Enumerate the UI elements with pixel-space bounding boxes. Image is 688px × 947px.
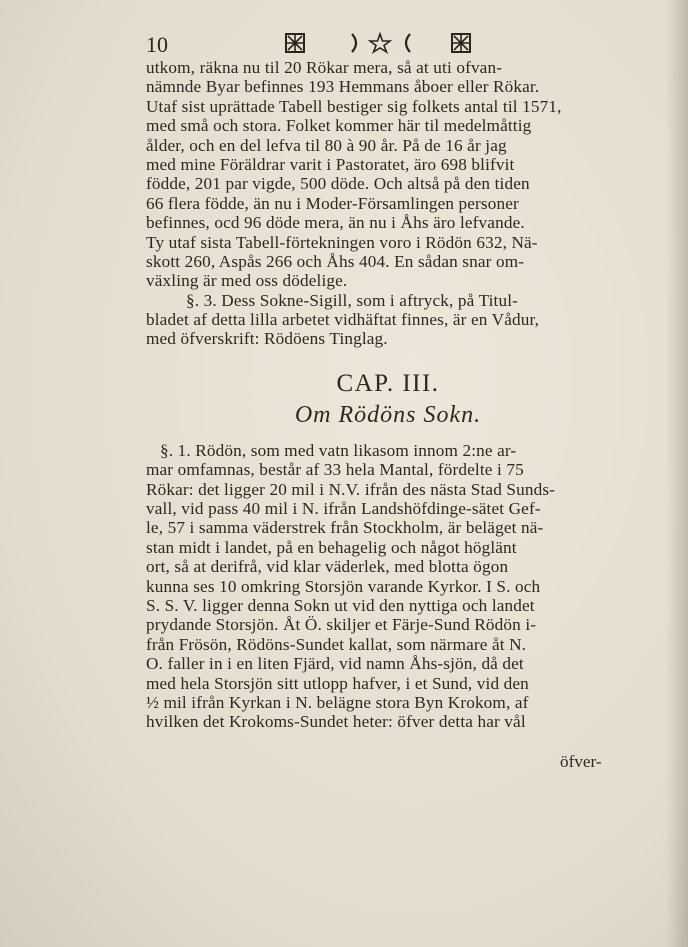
text-line: från Frösön, Rödöns-Sundet kallat, som närmare åt N. xyxy=(146,634,527,654)
text-line: mar omfamnas, består af 33 hela Mantal, fördelte i 75 xyxy=(146,460,524,480)
text-line: kunna ses 10 omkring Storsjön varande Kyrkor. I S. och xyxy=(146,576,541,596)
text-line: ort, så at derifrå, vid klar väderlek, med blotta ögon xyxy=(146,557,509,577)
text-line: stan midt i landet, på en behagelig och något höglänt xyxy=(146,537,517,557)
text-line: växling är med oss dödelige. xyxy=(146,271,348,291)
text-line: ½ mil ifrån Kyrkan i N. belägne stora Byn Krokom, af xyxy=(146,692,529,712)
text-line: 66 flera födde, än nu i Moder-Församlingen personer xyxy=(146,193,519,213)
text-line: hvilken det Krokoms-Sundet heter: öfver detta har vål xyxy=(146,712,526,732)
text-line: med hela Storsjön sitt utlopp hafver, i et Sund, vid den xyxy=(146,673,529,693)
text-line: med små och stora. Folket kommer här til medelmåttig xyxy=(146,116,532,136)
text-line: nämnde Byar befinnes 193 Hemmans åboer eller Rökar. xyxy=(146,77,540,97)
text-line: Rökar: det ligger 20 mil i N.V. ifrån des nästa Stad Sunds- xyxy=(146,479,556,499)
printers-ornament-icon xyxy=(280,30,480,56)
text-line: utkom, räkna nu til 20 Rökar mera, så at uti ofvan- xyxy=(146,58,503,77)
text-line: le, 57 i samma väderstrek från Stockholm, är beläget nä- xyxy=(146,518,544,538)
text-line: O. faller in i en liten Fjärd, vid namn Åhs-sjön, då det xyxy=(146,654,524,674)
text-line: §. 3. Dess Sokne-Sigill, som i aftryck, på Titul- xyxy=(186,290,519,310)
text-line: S. S. V. ligger denna Sokn ut vid den nyttiga och landet xyxy=(146,595,535,615)
text-line: bladet af detta lilla arbetet vidhäftat finnes, är en Vådur, xyxy=(146,310,540,330)
text-line: födde, 201 par vigde, 500 döde. Och altså på den tiden xyxy=(146,174,530,194)
text-line: §. 1. Rödön, som med vatn likasom innom 2:ne ar- xyxy=(160,440,517,460)
text-line: med mine Föräldrar varit i Pastoratet, äro 698 blifvit xyxy=(146,154,515,174)
catchword: öfver- xyxy=(560,752,602,771)
text-line: Utaf sist uprättade Tabell bestiger sig folkets antal til 1571, xyxy=(146,96,562,116)
text-line: vall, vid pass 40 mil i N. ifrån Landshöfdinge-sätet Gef- xyxy=(146,499,541,519)
paragraph-rodon xyxy=(146,441,630,732)
chapter-subtitle: Om Rödöns Sokn. xyxy=(294,401,482,428)
text-line: skott 260, Aspås 266 och Åhs 404. En sådan snar om- xyxy=(146,251,525,271)
text-line: prydande Storsjön. Åt Ö. skiljer et Färje-Sund Rödön i- xyxy=(146,615,537,635)
text-line: befinnes, ocd 96 döde mera, än nu i Åhs äro lefvande. xyxy=(146,213,525,233)
chapter-title: CAP. III. xyxy=(336,369,440,397)
text-line: Ty utaf sista Tabell-förtekningen voro i Rödön 632, Nä- xyxy=(146,232,538,252)
page-edge-shadow xyxy=(666,0,688,947)
text-line: ålder, och en del lefva til 80 à 90 år. På de 16 år jag xyxy=(146,135,507,155)
body-text xyxy=(146,58,630,732)
paragraph-population xyxy=(146,58,630,291)
text-line: med öfverskrift: Rödöens Tinglag. xyxy=(146,329,388,349)
paragraph-sigill xyxy=(146,291,630,349)
page-header xyxy=(146,30,626,58)
page-number: 10 xyxy=(146,32,168,57)
